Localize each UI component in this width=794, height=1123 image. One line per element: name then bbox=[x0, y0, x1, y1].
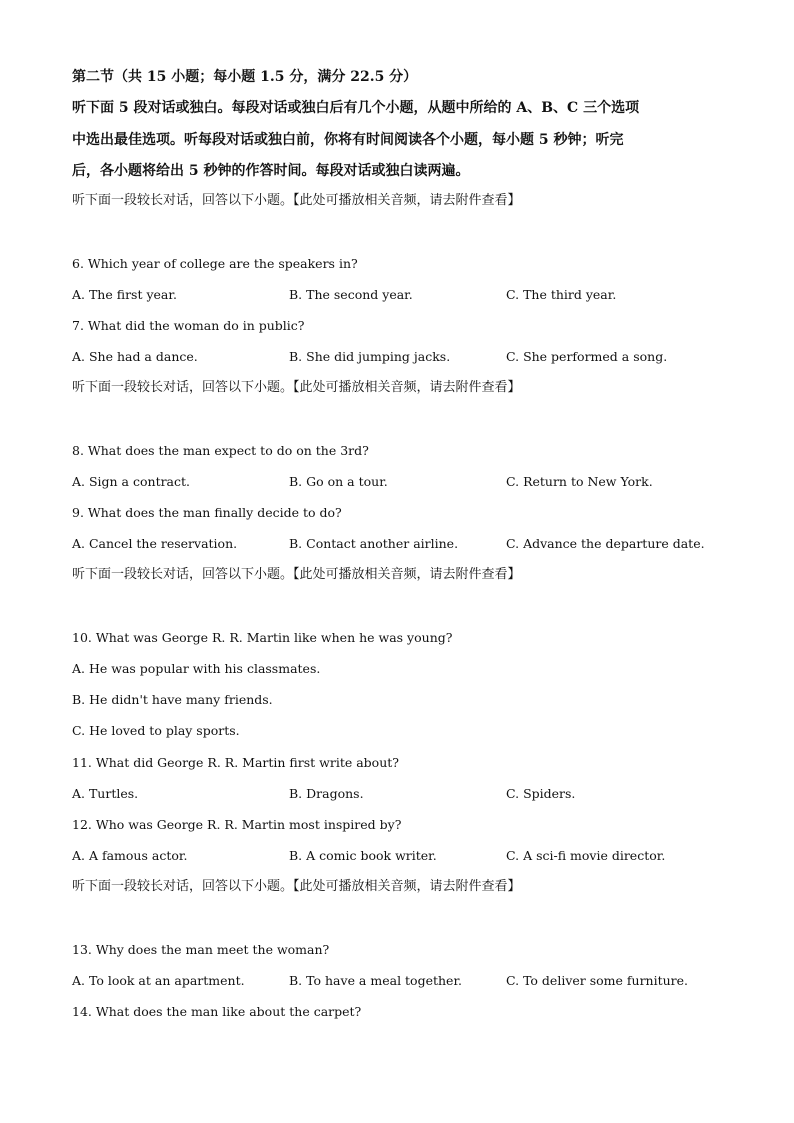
question-7-option-a: A. She had a dance. bbox=[72, 349, 198, 364]
question-7-stem: 7. What did the woman do in public? bbox=[72, 318, 305, 333]
question-11-stem: 11. What did George R. R. Martin first write about? bbox=[72, 755, 399, 770]
question-14-stem: 14. What does the man like about the carpet? bbox=[72, 1004, 362, 1019]
question-6-option-b: B. The second year. bbox=[289, 287, 413, 302]
instruction-line-3: 后，各小题将给出 5 秒钟的作答时间。每段对话或独白读两遍。 bbox=[72, 163, 470, 179]
question-7-option-c: C. She performed a song. bbox=[506, 349, 668, 364]
question-8-option-c: C. Return to New York. bbox=[506, 474, 653, 489]
instruction-line-1: 听下面 5 段对话或独白。每段对话或独白后有几个小题，从题中所给的 A、B、C 三个选项 bbox=[72, 100, 640, 116]
question-8-option-a: A. Sign a contract. bbox=[72, 474, 191, 489]
question-8-stem: 8. What does the man expect to do on the 3rd? bbox=[72, 443, 369, 458]
dialogue-intro-2: 听下面一段较长对话，回答以下小题。【此处可播放相关音频，请去附件查看】 bbox=[72, 380, 521, 395]
instruction-line-2: 中选出最佳选项。听每段对话或独白前，你将有时间阅读各个小题，每小题 5 秒钟；听完 bbox=[72, 132, 624, 148]
question-10-stem: 10. What was George R. R. Martin like when he was young? bbox=[72, 630, 453, 645]
question-12-option-c: C. A sci-fi movie director. bbox=[506, 848, 666, 863]
question-10-option-c: C. He loved to play sports. bbox=[72, 723, 240, 738]
question-9-option-a: A. Cancel the reservation. bbox=[72, 536, 238, 551]
dialogue-intro-4: 听下面一段较长对话，回答以下小题。【此处可播放相关音频，请去附件查看】 bbox=[72, 879, 521, 894]
question-11-option-c: C. Spiders. bbox=[506, 786, 576, 801]
dialogue-intro-1: 听下面一段较长对话，回答以下小题。【此处可播放相关音频，请去附件查看】 bbox=[72, 193, 521, 208]
question-8-option-b: B. Go on a tour. bbox=[289, 474, 388, 489]
question-12-stem: 12. Who was George R. R. Martin most inspired by? bbox=[72, 817, 402, 832]
question-9-option-b: B. Contact another airline. bbox=[289, 536, 459, 551]
question-11-option-a: A. Turtles. bbox=[72, 786, 139, 801]
question-6-option-a: A. The first year. bbox=[72, 287, 177, 302]
question-9-option-c: C. Advance the departure date. bbox=[506, 536, 705, 551]
question-6-stem: 6. Which year of college are the speakers in? bbox=[72, 256, 358, 271]
question-13-stem: 13. Why does the man meet the woman? bbox=[72, 942, 330, 957]
question-10-option-a: A. He was popular with his classmates. bbox=[72, 661, 321, 676]
question-11-option-b: B. Dragons. bbox=[289, 786, 364, 801]
section-title: 第二节（共 15 小题；每小题 1.5 分，满分 22.5 分） bbox=[72, 69, 418, 85]
question-12-option-b: B. A comic book writer. bbox=[289, 848, 437, 863]
question-7-option-b: B. She did jumping jacks. bbox=[289, 349, 451, 364]
question-6-option-c: C. The third year. bbox=[506, 287, 617, 302]
question-9-stem: 9. What does the man finally decide to do? bbox=[72, 505, 342, 520]
question-10-option-b: B. He didn't have many friends. bbox=[72, 692, 273, 707]
dialogue-intro-3: 听下面一段较长对话，回答以下小题。【此处可播放相关音频，请去附件查看】 bbox=[72, 567, 521, 582]
question-13-option-c: C. To deliver some furniture. bbox=[506, 973, 689, 988]
question-13-option-a: A. To look at an apartment. bbox=[72, 973, 245, 988]
question-13-option-b: B. To have a meal together. bbox=[289, 973, 463, 988]
question-12-option-a: A. A famous actor. bbox=[72, 848, 188, 863]
